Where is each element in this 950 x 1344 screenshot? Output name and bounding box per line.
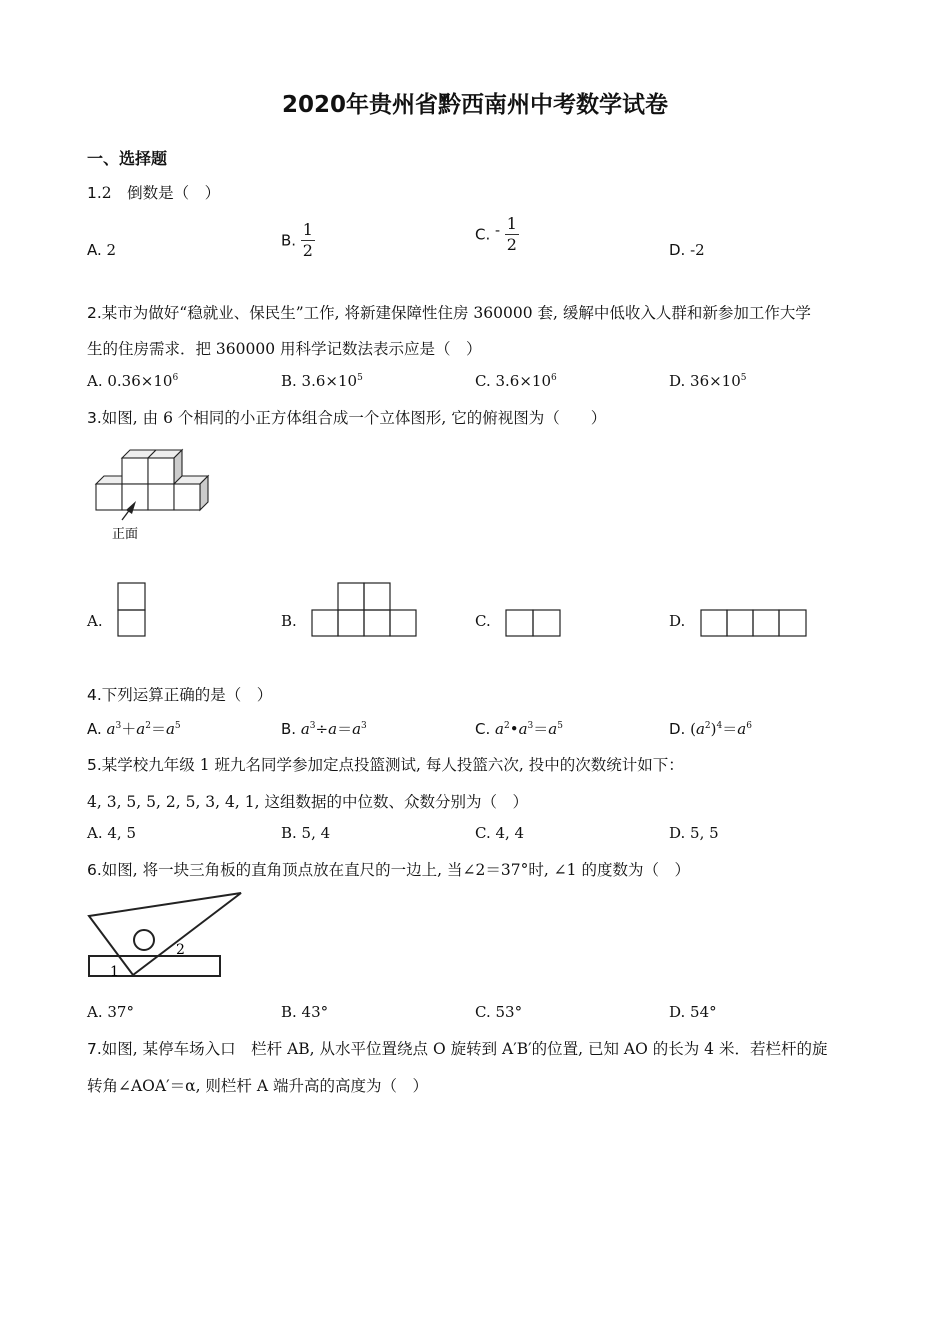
q5-option-a: A. 4, 5 xyxy=(87,824,136,842)
q1-option-a xyxy=(87,241,116,259)
denominator: 2 xyxy=(302,241,313,260)
option-label: C. xyxy=(475,225,491,244)
fraction xyxy=(301,221,315,260)
q5-option-c: C. 4, 4 xyxy=(475,824,525,842)
fraction xyxy=(505,215,519,254)
question-text: 2 倒数是（ ） xyxy=(101,184,221,202)
q1-option-d xyxy=(669,241,705,259)
denominator: 2 xyxy=(506,235,517,254)
q6-option-a: A. 37° xyxy=(87,1003,134,1021)
q3-option-d-label: D. xyxy=(669,612,686,630)
triangle-hole xyxy=(134,930,154,950)
q5-option-b: B. 5, 4 xyxy=(281,824,331,842)
page-title: 2020年贵州省黔西南州中考数学试卷 xyxy=(281,92,668,118)
triangle-shape xyxy=(89,893,241,975)
front-label: 正面 xyxy=(112,527,139,542)
angle-2-label: 2 xyxy=(176,942,185,958)
q2-option-c: C. $3.6\times 10^6$ xyxy=(475,372,557,390)
q6-option-b: B. 43° xyxy=(281,1003,329,1021)
minus-sign: - xyxy=(495,220,501,239)
q4-option-a: A. $a^3+a^2=a^5$ xyxy=(87,720,181,738)
question-2-line2: 生的住房需求．把 360000 用科学记数法表示应是（ ） xyxy=(87,340,482,358)
q2-option-b: B. $3.6\times 10^5$ xyxy=(281,372,363,390)
q6-option-c: C. 53° xyxy=(475,1003,523,1021)
question-text-line1: 某学校九年级 1 班九名同学参加定点投篮测试, 每人投篮六次, 投中的次数统计如下： xyxy=(101,756,684,774)
question-text: 如图, 由 6 个相同的小正方体组合成一个立体图形, 它的俯视图为（ ） xyxy=(101,409,607,427)
q1-option-c xyxy=(475,215,519,254)
question-7-line2: 转角∠AOA′＝α, 则栏杆 A 端升高的高度为（ ） xyxy=(87,1077,428,1095)
option-label: D. xyxy=(669,241,686,259)
numerator: 1 xyxy=(302,220,313,239)
question-5-line2: 4, 3, 5, 5, 2, 5, 3, 4, 1, 这组数据的中位数、众数分别为（ ） xyxy=(87,793,528,811)
question-4 xyxy=(87,683,272,705)
question-number: 5. xyxy=(87,756,102,774)
numerator: 1 xyxy=(506,214,517,233)
section-heading: 一、选择题 xyxy=(87,149,168,168)
question-number: 2. xyxy=(87,304,102,322)
option-value: -2 xyxy=(690,241,705,259)
q4-option-b: B. $a^3\div a=a^3$ xyxy=(281,720,367,738)
option-label: A. xyxy=(87,241,102,259)
q3-option-b-label: B. xyxy=(281,612,297,630)
question-number: 1. xyxy=(87,184,102,202)
q3-option-c-figure xyxy=(505,609,563,639)
angle-1-label: 1 xyxy=(110,964,119,980)
q2-option-d: D. $36\times 10^5$ xyxy=(669,372,747,390)
triangle-ruler-figure xyxy=(86,888,246,982)
question-6 xyxy=(87,858,690,880)
question-text-line1: 如图, 某停车场入口 栏杆 AB, 从水平位置绕点 O 旋转到 A′B′的位置, 已知 AO 的长为 4 米．若栏杆的旋 xyxy=(101,1040,828,1058)
question-5 xyxy=(87,753,684,775)
question-1 xyxy=(87,181,220,203)
q3-option-a-figure xyxy=(117,582,147,638)
question-number: 4. xyxy=(87,686,102,704)
question-number: 7. xyxy=(87,1040,102,1058)
question-3 xyxy=(87,406,606,428)
question-7 xyxy=(87,1037,827,1059)
question-number: 6. xyxy=(87,861,102,879)
option-value: 2 xyxy=(106,241,117,259)
q3-option-a-label: A. xyxy=(87,612,103,630)
q3-option-b-figure xyxy=(311,582,421,638)
q6-option-d: D. 54° xyxy=(669,1003,717,1021)
q2-option-a: A. $0.36\times 10^6$ xyxy=(87,372,179,390)
question-number: 3. xyxy=(87,409,102,427)
q1-option-b xyxy=(281,221,315,260)
cube-figure xyxy=(90,444,220,544)
q3-option-d-figure xyxy=(700,609,810,639)
option-label: B. xyxy=(281,231,297,250)
question-text: 下列运算正确的是（ ） xyxy=(101,686,273,704)
question-text-line1: 某市为做好“稳就业、保民生”工作, 将新建保障性住房 360000 套, 缓解中低收入人群和新参加工作大学 xyxy=(101,304,811,322)
q5-option-d: D. 5, 5 xyxy=(669,824,719,842)
question-text: 如图, 将一块三角板的直角顶点放在直尺的一边上, 当∠2＝37°时, ∠1 的度数为（ ） xyxy=(101,861,690,879)
question-2 xyxy=(87,301,811,323)
q4-option-c: C. $a^2•a^3=a^5$ xyxy=(475,720,563,738)
q3-option-c-label: C. xyxy=(475,612,491,630)
q4-option-d: D. $(a^2)^4=a^6$ xyxy=(669,720,752,738)
